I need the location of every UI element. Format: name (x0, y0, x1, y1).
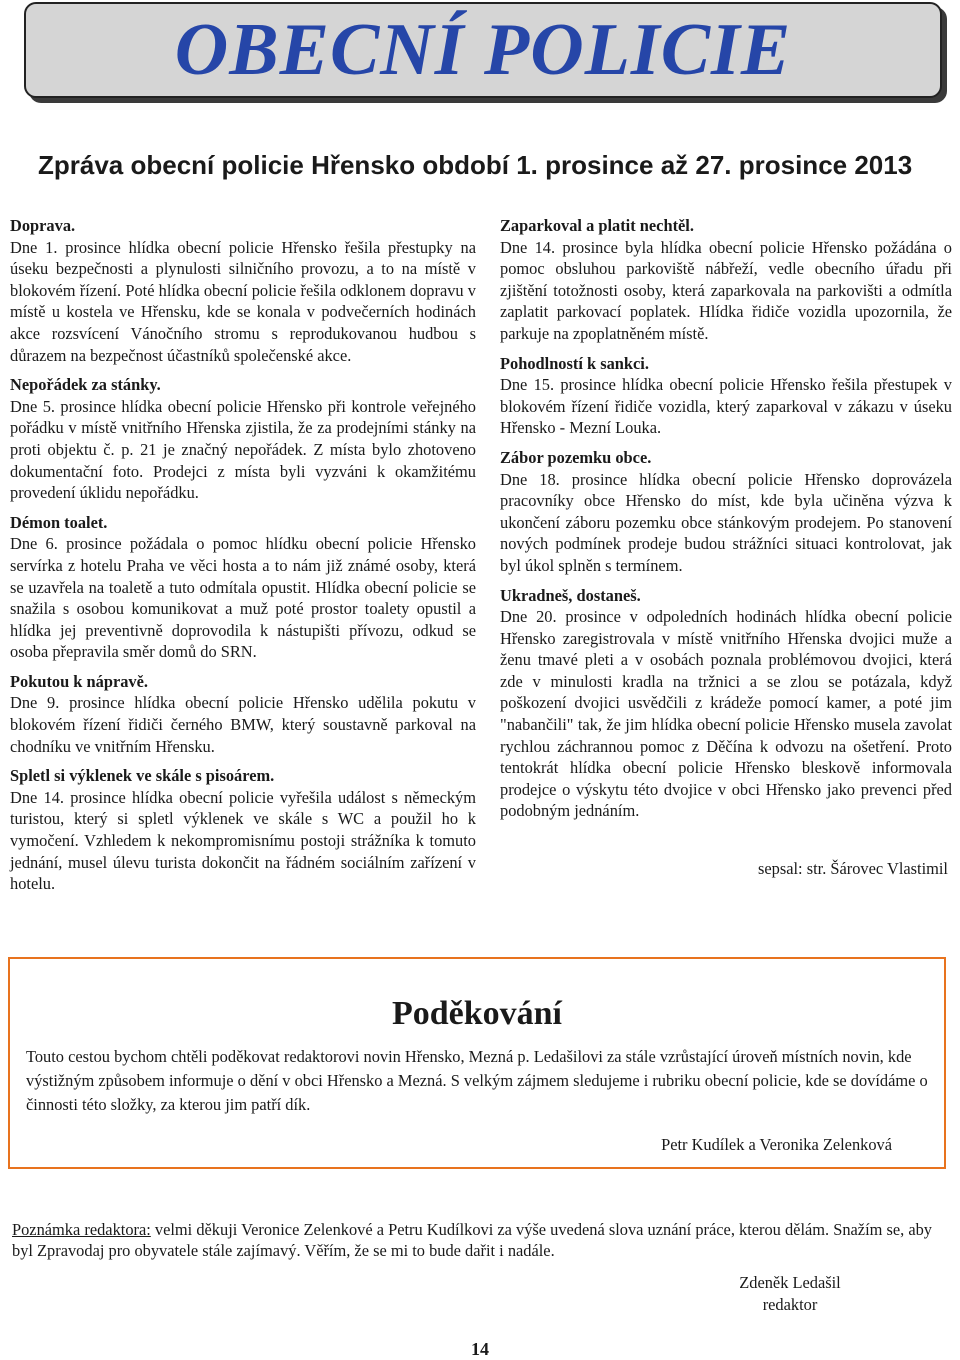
report-signature: sepsal: str. Šárovec Vlastimil (758, 859, 948, 879)
section-title: Pohodlností k sankci. (500, 353, 649, 373)
section-title: Zaparkoval a platit nechtěl. (500, 216, 694, 235)
article-section (10, 671, 476, 757)
article-section (10, 765, 476, 895)
article-section (500, 585, 952, 823)
banner-title: OBECNÍ POLICIE (174, 9, 792, 91)
editor-role: redaktor (762, 1295, 818, 1314)
article-section (10, 512, 476, 663)
article-section (10, 374, 476, 504)
header-banner (24, 2, 942, 98)
section-title: Démon toalet. (10, 512, 108, 532)
article-section (500, 215, 952, 345)
section-text: Dne 18. prosince hlídka obecní policie Hřensko doprovázela pracovníky obce Hřensko do míst, kde byla učiněna výzva k ukončení záboru pozemku obce stánkovým prodejem. Po stanovení nových podmínek prodeje budou strážníci situaci kontrolovat, jak byl úkol splněn s termínem. (500, 469, 952, 575)
thanks-title: Poděkování (391, 995, 563, 1032)
section-text: Dne 20. prosince v odpoledních hodinách hlídka obecní policie Hřensko zaregistrovala v místě vnitřního Hřenska dvojici muže a ženu tmavé pleti a v osobách poznala problémovou dvojici, která zde v minulosti kradla na tržnici a se zlou se potázala, když poškození dvojici usvědčili z krádeže pomocí kamer, a poté jim "nabančili" tak, že jim hlídka obecní policie Hřensko musela zavolat rychlou záchrannou pomoc z Děčína k odvozu na ošetření. Proto tentokrát hlídka obecní policie Hřensko bleskově informovala prodejce o výskytu této dvojice v obci Hřensko jako prevenci před podobným jednáním. (500, 607, 952, 821)
section-title: Pokutou k nápravě. (10, 671, 148, 691)
article-section (500, 447, 952, 577)
editor-note-label: Poznámka redaktora: (12, 1220, 151, 1239)
article-section (500, 353, 952, 439)
section-title: Doprava. (10, 216, 76, 235)
editor-name: Zdeněk Ledašil (739, 1273, 841, 1292)
section-text: Dne 14. prosince byla hlídka obecní policie Hřensko požádána o pomoc obsluhou parkoviště nábřeží, vedle obecního úřadu při zjištění totožnosti osoby, která zaparkovala na parkovišti a odmítla zaplatit parkovací poplatek. Hlídka řidiče vozidla upozornila, že parkuje na zpoplatněném místě. (500, 237, 952, 343)
section-title: Zábor pozemku obce. (500, 447, 652, 467)
thanks-signature: Petr Kudílek a Veronika Zelenková (661, 1135, 892, 1154)
section-title: Ukradneš, dostaneš. (500, 585, 641, 605)
left-column (10, 215, 476, 903)
section-text: Dne 6. prosince požádala o pomoc hlídku obecní policie Hřensko servírka z hotelu Praha ve věci hosta a to nám již známé osoby, která se uzavřela na toaletě a tuto odmítala opustit. Hlídka obecní policie se snažila s osobou komunikovat a muž poté prostor toalety opustil a hlídka jej preventivně doprovodila k nástupišti přívozu, odkud se osoba přepravila směr domů do SRN. (10, 534, 476, 662)
section-text: Dne 15. prosince hlídka obecní policie Hřensko řešila přestupek v blokovém řízení řidiče vozidla, který zaparkoval v zákazu v úseku Hřensko - Mezní Louka. (500, 375, 952, 438)
section-text: Dne 1. prosince hlídka obecní policie Hřensko řešila přestupky na úseku bezpečnosti a plynulosti silničního provozu, a to na místě v blokovém řízení. Poté hlídka obecní policie řešila odklonem dopravu v místě u kostela ve Hřensku, kde se konala v podvečerních hodinách akce rozsvícení Vánočního stromu s reprodukovanou hudbou s důrazem na bezpečnost účastníků společenské akce. (10, 237, 476, 365)
report-heading: Zpráva obecní policie Hřensko období 1. prosince až 27. prosince 2013 (38, 150, 913, 180)
article-section (10, 215, 476, 366)
thanks-text: Touto cestou bychom chtěli poděkovat redaktorovi novin Hřensko, Mezná p. Ledašilovi za stále vzrůstající úroveň místních novin, kde výstižným způsobem informuje o dění v obci Hřensko a Mezná. S velkým zájmem sledujeme i rubriku obecní policie, kde se dovídáme o činnosti této složky, za kterou jim patří dík. (26, 1047, 928, 1114)
editor-note-text: velmi děkuji Veronice Zelenkové a Petru Kudílkovi za výše uvedená slova uznání práce, kterou dělám. Snažím se, aby byl Zpravodaj pro obyvatele stále zajímavý. Věřím, že se mi to bude dařit i nadále. (12, 1220, 932, 1260)
thanks-box (8, 957, 946, 1169)
section-text: Dne 9. prosince hlídka obecní policie Hřensko udělila pokutu v blokovém řízení řidiči černého BMW, který soustavně parkoval na chodníku ve vnitřním Hřensku. (10, 693, 476, 756)
editor-signature (700, 1272, 880, 1316)
section-text: Dne 5. prosince hlídka obecní policie Hřensko při kontrole veřejného pořádku v místě vnitřního Hřenska zjistila, že za prodejními stánky na proti objektu č. p. 21 je značný nepořádek. Z místa bylo zhotoveno dokumentační foto. Prodejci z místa byli vyzváni k okamžitému provedení úklidu nepořádku. (10, 396, 476, 503)
editor-note (12, 1219, 952, 1261)
right-column (500, 215, 952, 880)
section-title: Nepořádek za stánky. (10, 375, 161, 395)
section-title: Spletl si výklenek ve skále s pisoárem. (10, 766, 275, 786)
page-number: 14 (471, 1339, 489, 1359)
section-text: Dne 14. prosince hlídka obecní policie vyřešila událost s německým turistou, který si spletl výklenek ve skále s WC a použil ho k vymočení. Vzhledem k nekompromisnímu postoji strážníka k tomuto jednání, musel úlevu turista dokončit na řádném sociálním zařízení v hotelu. (10, 787, 476, 894)
